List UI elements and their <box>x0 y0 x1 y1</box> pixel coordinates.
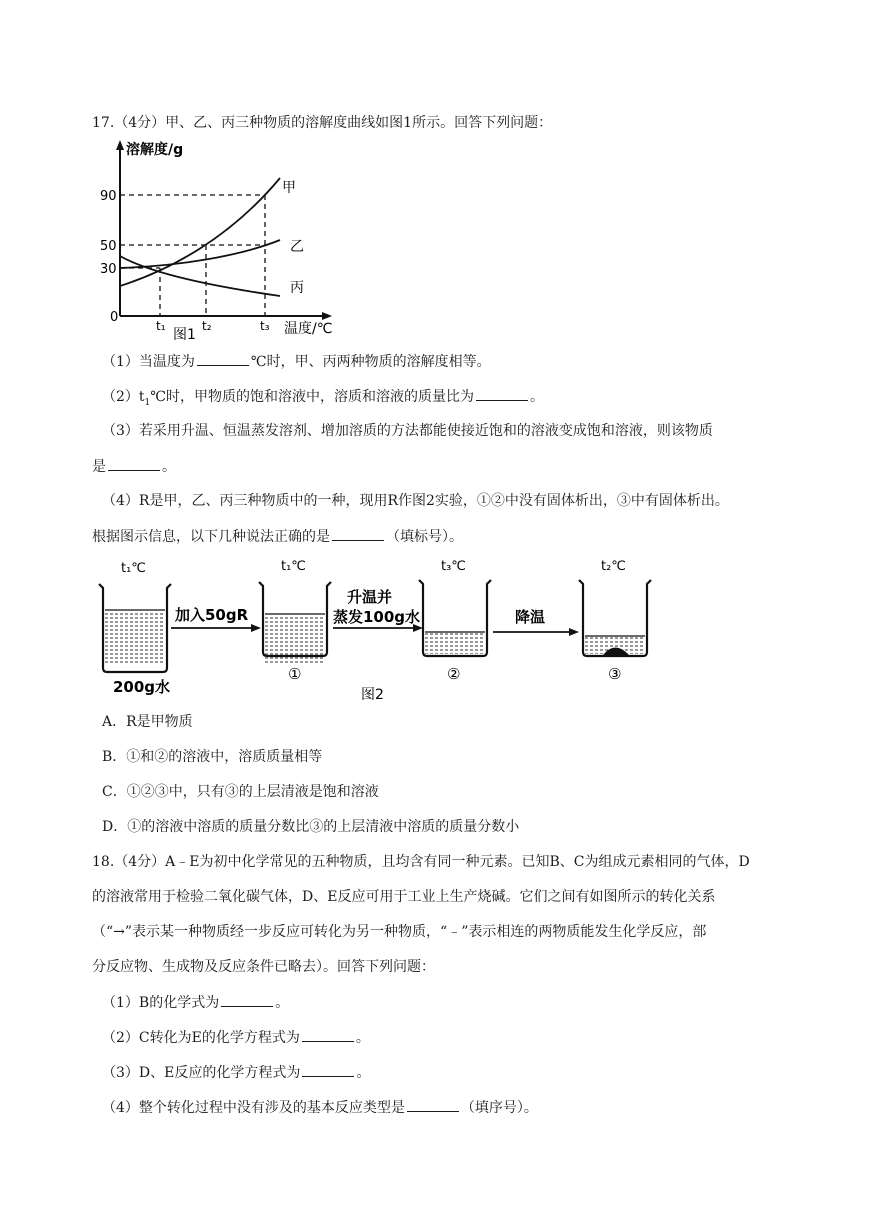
step-add-r: 加入50gR <box>175 606 249 624</box>
ytick-50: 50 <box>100 239 117 254</box>
q17-part1-blank[interactable] <box>197 351 249 366</box>
q18-part1: （1）B的化学式为 。 <box>102 992 289 1013</box>
q18-part3-blank[interactable] <box>302 1062 354 1077</box>
q17-part3-blank[interactable] <box>108 456 160 471</box>
xtick-t2: t₂ <box>202 319 212 333</box>
q18-part4-blank[interactable] <box>407 1097 459 1112</box>
q17-option-b[interactable]: B．①和②的溶液中，溶质质量相等 <box>102 749 323 765</box>
y-axis-arrow <box>116 140 124 150</box>
q17-part2-blank[interactable] <box>476 386 528 401</box>
ytick-30: 30 <box>100 262 117 277</box>
curve-bing <box>120 256 280 296</box>
q18-stem-line3: （“→”表示某一种物质经一步反应可转化为另一种物质，“﹣”表示相连的两物质能发生化学反应，部 <box>92 924 707 940</box>
step-cool: 降温 <box>515 608 546 626</box>
q18-part3: （3）D、E反应的化学方程式为 。 <box>102 1062 370 1083</box>
q17-option-c[interactable]: C．①②③中，只有③的上层清液是饱和溶液 <box>102 784 379 800</box>
curve-label-yi: 乙 <box>290 239 304 255</box>
guide-lines <box>120 195 265 316</box>
q17-part3-line1: （3）若采用升温、恒温蒸发溶剂、增加溶质的方法都能使接近饱和的溶液变成饱和溶液，则该物质 <box>102 423 713 439</box>
q17-part2: $(2)t_1℃$时，甲物质的饱和溶液中，溶质和溶液的质量比为 。 <box>102 386 544 413</box>
temp-beaker-3: t₂℃ <box>601 559 626 574</box>
figure-2-caption: 图2 <box>361 687 384 703</box>
curve-jia <box>120 178 280 286</box>
temp-beaker-2: t₃℃ <box>441 559 466 574</box>
q18-part2: （2）C转化为E的化学方程式为 。 <box>102 1027 370 1048</box>
q17-part3-line2: 是 。 <box>92 456 176 477</box>
step-heat-line2: 蒸发100g水 <box>333 608 421 626</box>
x-axis-label: 温度/℃ <box>284 321 333 337</box>
figure-1-solubility-chart <box>100 138 350 343</box>
x-axis-arrow <box>322 312 332 320</box>
xtick-t1: t₁ <box>156 319 166 333</box>
temp-start: t₁℃ <box>121 561 146 576</box>
q17-option-a[interactable]: A．R是甲物质 <box>102 714 193 730</box>
origin-label: 0 <box>110 310 119 325</box>
label-2: ② <box>447 665 461 683</box>
q18-part1-blank[interactable] <box>221 992 273 1007</box>
beaker-1 <box>259 582 331 664</box>
q17-option-d[interactable]: D．①的溶液中溶质的质量分数比③的上层清液中溶质的质量分数小 <box>102 819 520 835</box>
label-1: ① <box>288 665 302 683</box>
ytick-90: 90 <box>100 189 117 204</box>
figure-2-experiment <box>95 552 665 707</box>
beaker-3 <box>579 580 651 656</box>
xtick-t3: t₃ <box>260 319 270 333</box>
beaker-start <box>99 584 171 672</box>
curve-label-bing: 丙 <box>290 280 304 296</box>
curve-yi <box>120 240 280 268</box>
q18-stem-line2: 的溶液常用于检验二氧化碳气体，D、E反应可用于工业上生产烧碱。它们之间有如图所示的转化关系 <box>92 889 716 905</box>
beaker-2 <box>419 580 491 656</box>
q18-part4: （4）整个转化过程中没有涉及的基本反应类型是 （填序号）。 <box>102 1097 538 1118</box>
q17-part4-line2: 根据图示信息，以下几种说法正确的是 （填标号）。 <box>92 526 463 547</box>
water-label: 200g水 <box>113 678 171 696</box>
q18-stem-line1: 18.（4分）A﹣E为初中化学常见的五种物质，且均含有同一种元素。已知B、C为组成元素相同的气体，D <box>92 854 750 870</box>
step-heat-line1: 升温并 <box>347 588 393 606</box>
q17-part1: （1）当温度为 ℃时，甲、丙两种物质的溶解度相等。 <box>102 351 491 372</box>
figure-1-caption: 图1 <box>173 327 196 343</box>
label-3: ③ <box>608 665 622 683</box>
curve-label-jia: 甲 <box>282 180 296 196</box>
q17-stem: 17.（4分）甲、乙、丙三种物质的溶解度曲线如图1所示。回答下列问题： <box>92 115 553 131</box>
q17-part4-blank[interactable] <box>332 526 384 541</box>
y-axis-label: 溶解度/g <box>126 142 184 158</box>
q17-part4-line1: （4）R是甲，乙、丙三种物质中的一种，现用R作图2实验，①②中没有固体析出，③中有固体析出。 <box>102 493 729 509</box>
temp-beaker-1: t₁℃ <box>281 559 306 574</box>
q18-part2-blank[interactable] <box>302 1027 354 1042</box>
q18-stem-line4: 分反应物、生成物及反应条件已略去）。回答下列问题： <box>92 959 435 975</box>
